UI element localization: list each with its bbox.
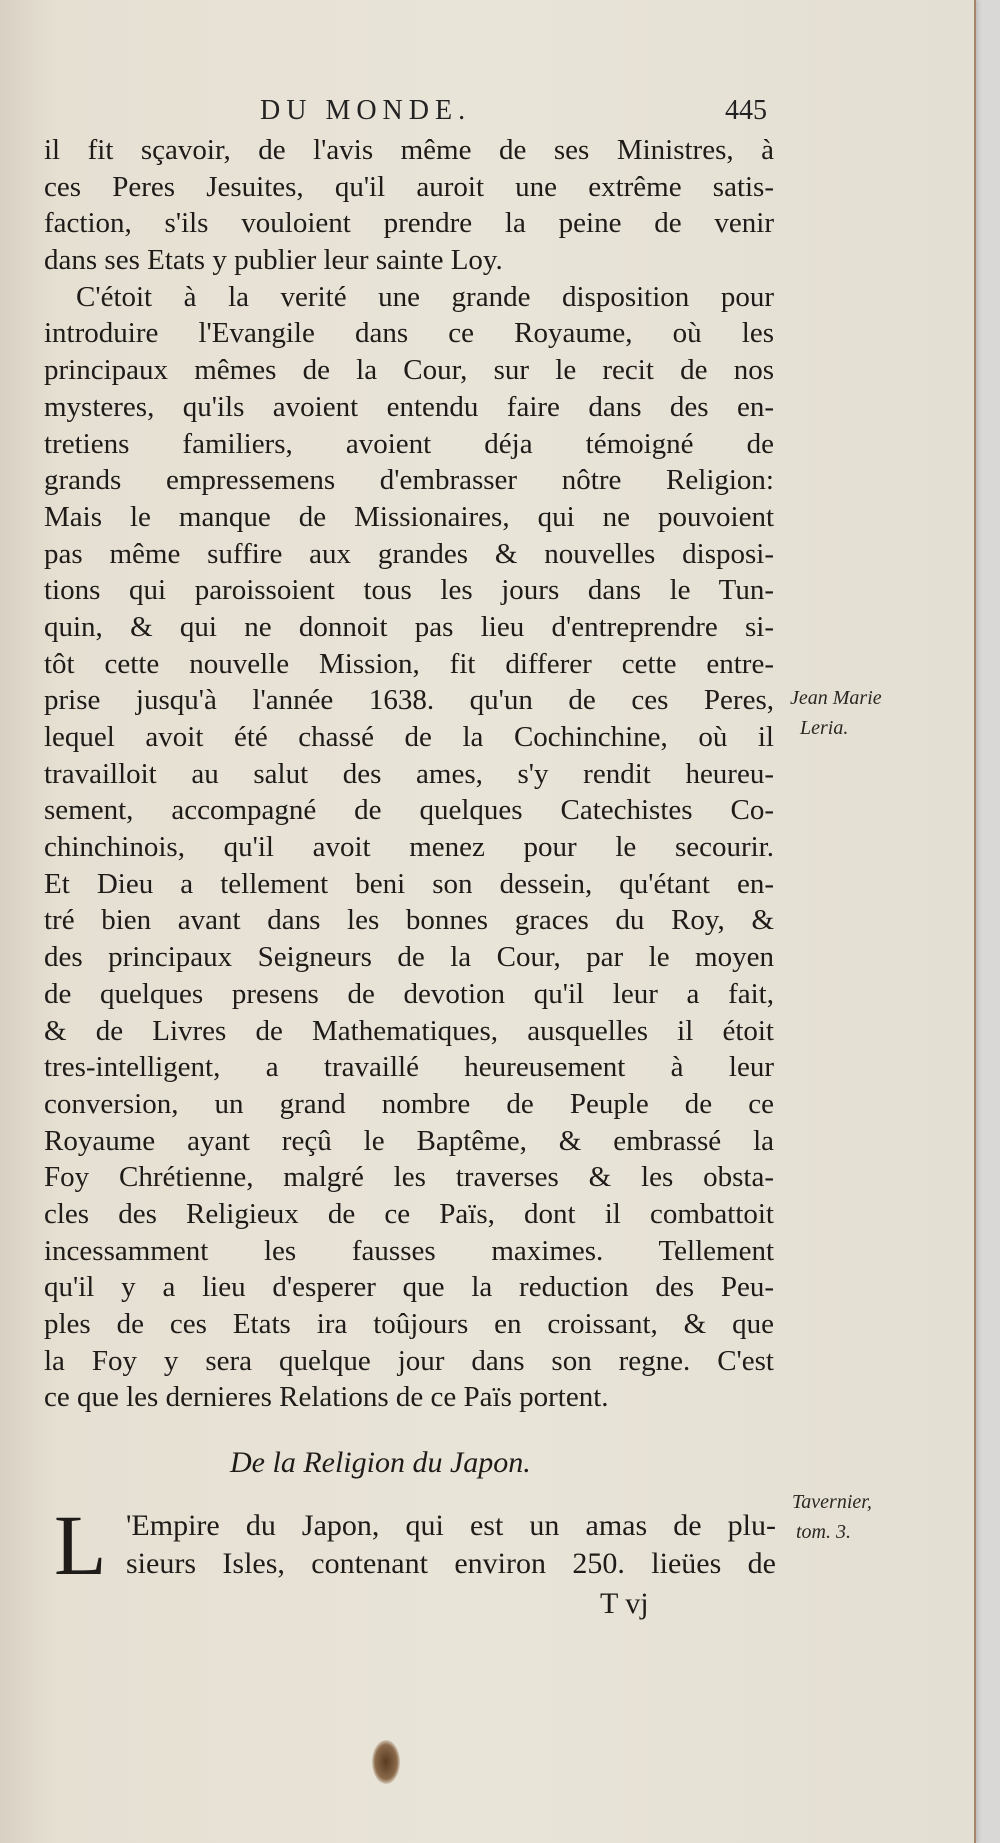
body-line: 'Empire du Japon, qui est un amas de plu- (126, 1509, 776, 1542)
body-line: ces Peres Jesuites, qu'il auroit une extrême satis- (44, 170, 774, 203)
body-line: des principaux Seigneurs de la Cour, par le moyen (44, 941, 774, 974)
body-line: chinchinois, qu'il avoit menez pour le secourir. (44, 831, 774, 864)
margin-note: Tavernier, (792, 1491, 872, 1513)
body-line: lequel avoit été chassé de la Cochinchine, où il (44, 721, 774, 753)
body-line: grands empressemens d'embrasser nôtre Religion: (44, 464, 774, 497)
page-number: 445 (725, 95, 767, 126)
body-line: tôt cette nouvelle Mission, fit differer cette entre- (44, 647, 774, 680)
body-line: cles des Religieux de ce Païs, dont il combattoit (44, 1197, 774, 1230)
body-line: tré bien avant dans les bonnes graces du Roy, & (44, 904, 774, 937)
body-line: quin, & qui ne donnoit pas lieu d'entreprendre si- (44, 610, 774, 643)
body-line: travailloit au salut des ames, s'y rendit heureu- (44, 757, 774, 790)
body-line: Et Dieu a tellement beni son dessein, qu'étant en- (44, 867, 774, 900)
body-line: de quelques presens de devotion qu'il leur a fait, (44, 977, 774, 1010)
body-line: pas même suffire aux grandes & nouvelles disposi- (44, 537, 774, 570)
body-line: tres-intelligent, a travaillé heureusement à leur (44, 1051, 774, 1084)
body-line: il fit sçavoir, de l'avis même de ses Ministres, à (44, 134, 774, 166)
body-line: incessamment les fausses maximes. Tellement (44, 1234, 774, 1267)
body-line: ples de ces Etats ira toûjours en croissant, & que (44, 1308, 774, 1340)
body-line: principaux mêmes de la Cour, sur le recit de nos (44, 354, 774, 387)
body-line: C'étoit à la verité une grande disposition pour (76, 280, 774, 313)
body-line: conversion, un grand nombre de Peuple de ce (44, 1087, 774, 1120)
drop-cap: L (54, 1497, 107, 1593)
body-line: qu'il y a lieu d'esperer que la reduction des Peu- (44, 1271, 774, 1304)
body-line: tions qui paroissoient tous les jours dans le Tun- (44, 574, 774, 607)
body-line: ce que les dernieres Relations de ce Païs portent. (44, 1381, 609, 1414)
body-line: sieurs Isles, contenant environ 250. lieües de (126, 1547, 776, 1580)
body-line: tretiens familiers, avoient déja témoigné de (44, 427, 774, 460)
body-line: & de Livres de Mathematiques, ausquelles il étoit (44, 1014, 774, 1047)
body-line: sement, accompagné de quelques Catechistes Co- (44, 794, 774, 827)
signature-mark: T vj (600, 1587, 649, 1620)
section-heading: De la Religion du Japon. (230, 1446, 531, 1479)
body-line: Foy Chrétienne, malgré les traverses & les obsta- (44, 1161, 774, 1194)
body-line: faction, s'ils vouloient prendre la peine de venir (44, 207, 774, 240)
body-line: introduire l'Evangile dans ce Royaume, où les (44, 317, 774, 350)
margin-note: tom. 3. (796, 1521, 851, 1543)
body-line: dans ses Etats y publier leur sainte Loy. (44, 244, 503, 277)
paper-stain (372, 1740, 400, 1784)
body-line: mysteres, qu'ils avoient entendu faire dans des en- (44, 390, 774, 423)
margin-note: Jean Marie (790, 687, 882, 709)
body-line: la Foy y sera quelque jour dans son regne. C'est (44, 1344, 774, 1377)
body-line: Mais le manque de Missionaires, qui ne pouvoient (44, 500, 774, 533)
body-line: prise jusqu'à l'année 1638. qu'un de ces Peres, (44, 684, 774, 717)
body-text (44, 132, 774, 1416)
body-line: Royaume ayant reçû le Baptême, & embrassé la (44, 1124, 774, 1157)
margin-note: Leria. (800, 717, 849, 739)
running-title: DU MONDE. (260, 95, 472, 126)
